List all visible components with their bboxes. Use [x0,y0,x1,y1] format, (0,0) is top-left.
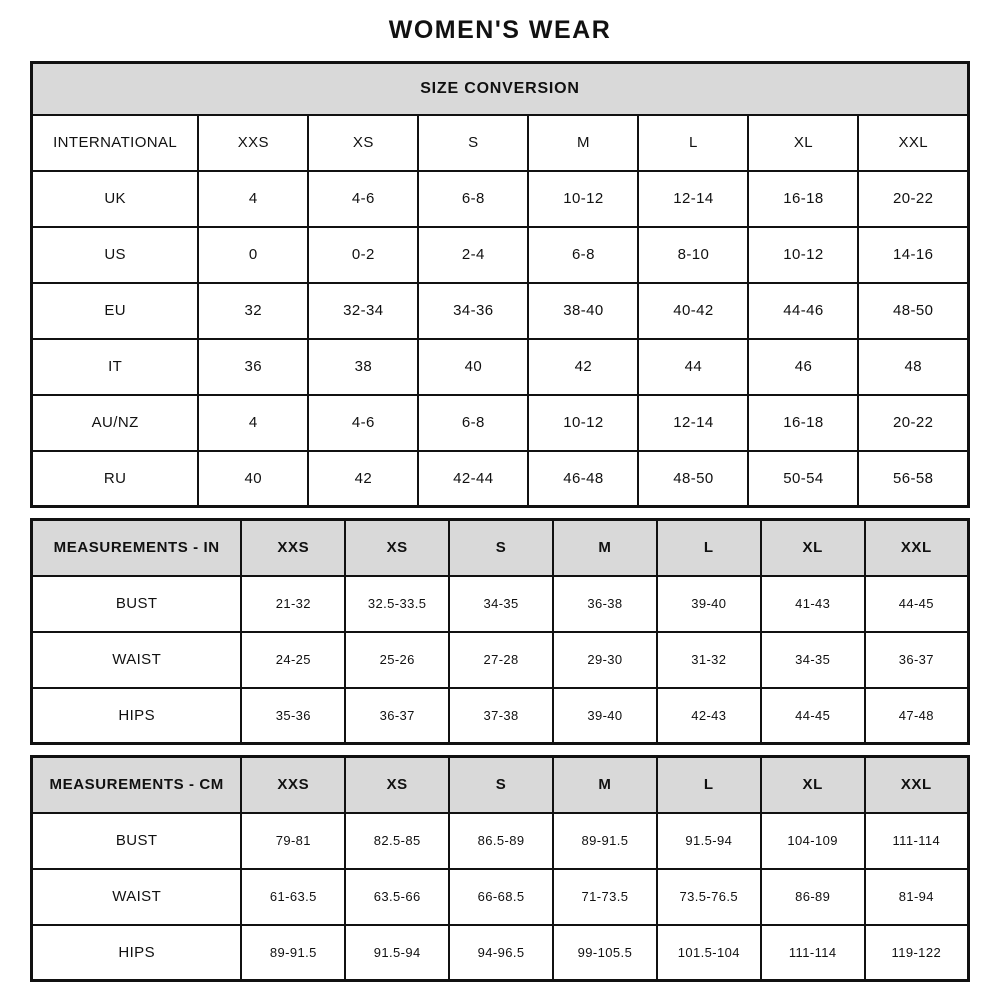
size-value-cell: 10-12 [748,227,858,283]
size-column-header: L [657,520,761,576]
measurements-in-table [30,518,970,745]
row-label-cell: RU [32,451,199,507]
size-column-header: XL [761,757,865,813]
size-value-cell: 39-40 [553,688,657,744]
table-row [32,632,969,688]
size-column-header: XL [748,115,858,171]
size-value-cell: 46-48 [528,451,638,507]
size-value-cell: 119-122 [865,925,969,981]
size-value-cell: 0 [198,227,308,283]
size-value-cell: 44-45 [761,688,865,744]
row-label-cell: AU/NZ [32,395,199,451]
header-row [32,115,969,171]
row-label-cell: UK [32,171,199,227]
size-value-cell: 48-50 [858,283,968,339]
table-row [32,171,969,227]
size-value-cell: 27-28 [449,632,553,688]
size-value-cell: 63.5-66 [345,869,449,925]
size-value-cell: 42-44 [418,451,528,507]
table-row [32,339,969,395]
size-column-header: L [638,115,748,171]
size-column-header: XS [345,520,449,576]
size-value-cell: 36-37 [865,632,969,688]
table-row [32,395,969,451]
size-value-cell: 41-43 [761,576,865,632]
size-value-cell: 8-10 [638,227,748,283]
size-value-cell: 14-16 [858,227,968,283]
size-column-header: XXS [241,757,345,813]
table-row [32,283,969,339]
size-column-header: XXL [858,115,968,171]
size-value-cell: 25-26 [345,632,449,688]
size-value-cell: 6-8 [528,227,638,283]
size-value-cell: 48 [858,339,968,395]
size-column-header: M [553,757,657,813]
row-label-cell: WAIST [32,632,242,688]
size-value-cell: 44 [638,339,748,395]
size-value-cell: 12-14 [638,395,748,451]
size-value-cell: 36-37 [345,688,449,744]
size-column-header: S [418,115,528,171]
size-value-cell: 86-89 [761,869,865,925]
size-value-cell: 94-96.5 [449,925,553,981]
row-label-cell: HIPS [32,925,242,981]
table-row [32,688,969,744]
size-value-cell: 38 [308,339,418,395]
size-value-cell: 81-94 [865,869,969,925]
size-column-header: XXL [865,757,969,813]
size-value-cell: 20-22 [858,395,968,451]
size-value-cell: 29-30 [553,632,657,688]
size-value-cell: 16-18 [748,171,858,227]
size-value-cell: 42 [308,451,418,507]
size-column-header: M [528,115,638,171]
size-value-cell: 38-40 [528,283,638,339]
size-value-cell: 46 [748,339,858,395]
size-value-cell: 31-32 [657,632,761,688]
table-row [32,869,969,925]
size-value-cell: 32-34 [308,283,418,339]
size-value-cell: 4-6 [308,171,418,227]
size-value-cell: 66-68.5 [449,869,553,925]
size-value-cell: 111-114 [865,813,969,869]
size-value-cell: 104-109 [761,813,865,869]
size-value-cell: 42 [528,339,638,395]
table-row [32,576,969,632]
size-value-cell: 21-32 [241,576,345,632]
size-value-cell: 6-8 [418,171,528,227]
size-value-cell: 56-58 [858,451,968,507]
size-column-header: XS [345,757,449,813]
size-value-cell: 4 [198,395,308,451]
size-value-cell: 16-18 [748,395,858,451]
size-column-header: XXS [198,115,308,171]
header-label-cell: MEASUREMENTS - IN [32,520,242,576]
page-title: WOMEN'S WEAR [388,16,612,44]
size-value-cell: 89-91.5 [241,925,345,981]
size-value-cell: 40 [198,451,308,507]
measurements-cm-table [30,755,970,982]
row-label-cell: EU [32,283,199,339]
size-value-cell: 37-38 [449,688,553,744]
size-value-cell: 44-46 [748,283,858,339]
size-conversion-table [30,61,970,508]
table-row [32,925,969,981]
size-value-cell: 4 [198,171,308,227]
size-value-cell: 36-38 [553,576,657,632]
size-value-cell: 34-36 [418,283,528,339]
size-column-header: XXL [865,520,969,576]
tables-container [30,61,970,982]
size-column-header: XS [308,115,418,171]
size-column-header: S [449,520,553,576]
size-column-header: L [657,757,761,813]
row-label-cell: IT [32,339,199,395]
size-value-cell: 36 [198,339,308,395]
row-label-cell: WAIST [32,869,242,925]
size-value-cell: 101.5-104 [657,925,761,981]
size-value-cell: 47-48 [865,688,969,744]
size-value-cell: 82.5-85 [345,813,449,869]
header-label-cell: MEASUREMENTS - CM [32,757,242,813]
table-row [32,451,969,507]
size-column-header: XXS [241,520,345,576]
size-value-cell: 91.5-94 [657,813,761,869]
size-value-cell: 42-43 [657,688,761,744]
size-value-cell: 71-73.5 [553,869,657,925]
size-value-cell: 10-12 [528,395,638,451]
size-value-cell: 79-81 [241,813,345,869]
size-value-cell: 6-8 [418,395,528,451]
size-value-cell: 32.5-33.5 [345,576,449,632]
size-value-cell: 91.5-94 [345,925,449,981]
size-value-cell: 40-42 [638,283,748,339]
size-value-cell: 12-14 [638,171,748,227]
size-value-cell: 111-114 [761,925,865,981]
row-label-cell: US [32,227,199,283]
size-value-cell: 99-105.5 [553,925,657,981]
size-value-cell: 89-91.5 [553,813,657,869]
size-value-cell: 34-35 [761,632,865,688]
size-value-cell: 61-63.5 [241,869,345,925]
row-label-cell: BUST [32,576,242,632]
size-value-cell: 48-50 [638,451,748,507]
size-value-cell: 34-35 [449,576,553,632]
table-banner-title: SIZE CONVERSION [32,63,969,115]
size-value-cell: 24-25 [241,632,345,688]
size-value-cell: 0-2 [308,227,418,283]
size-value-cell: 20-22 [858,171,968,227]
header-row [32,757,969,813]
table-row [32,813,969,869]
size-value-cell: 86.5-89 [449,813,553,869]
header-row [32,520,969,576]
size-value-cell: 10-12 [528,171,638,227]
size-column-header: S [449,757,553,813]
size-column-header: XL [761,520,865,576]
size-value-cell: 40 [418,339,528,395]
size-value-cell: 32 [198,283,308,339]
size-value-cell: 4-6 [308,395,418,451]
header-label-cell: INTERNATIONAL [32,115,199,171]
table-row [32,227,969,283]
size-value-cell: 2-4 [418,227,528,283]
row-label-cell: BUST [32,813,242,869]
size-value-cell: 73.5-76.5 [657,869,761,925]
size-value-cell: 35-36 [241,688,345,744]
size-value-cell: 39-40 [657,576,761,632]
size-value-cell: 44-45 [865,576,969,632]
size-column-header: M [553,520,657,576]
size-value-cell: 50-54 [748,451,858,507]
row-label-cell: HIPS [32,688,242,744]
